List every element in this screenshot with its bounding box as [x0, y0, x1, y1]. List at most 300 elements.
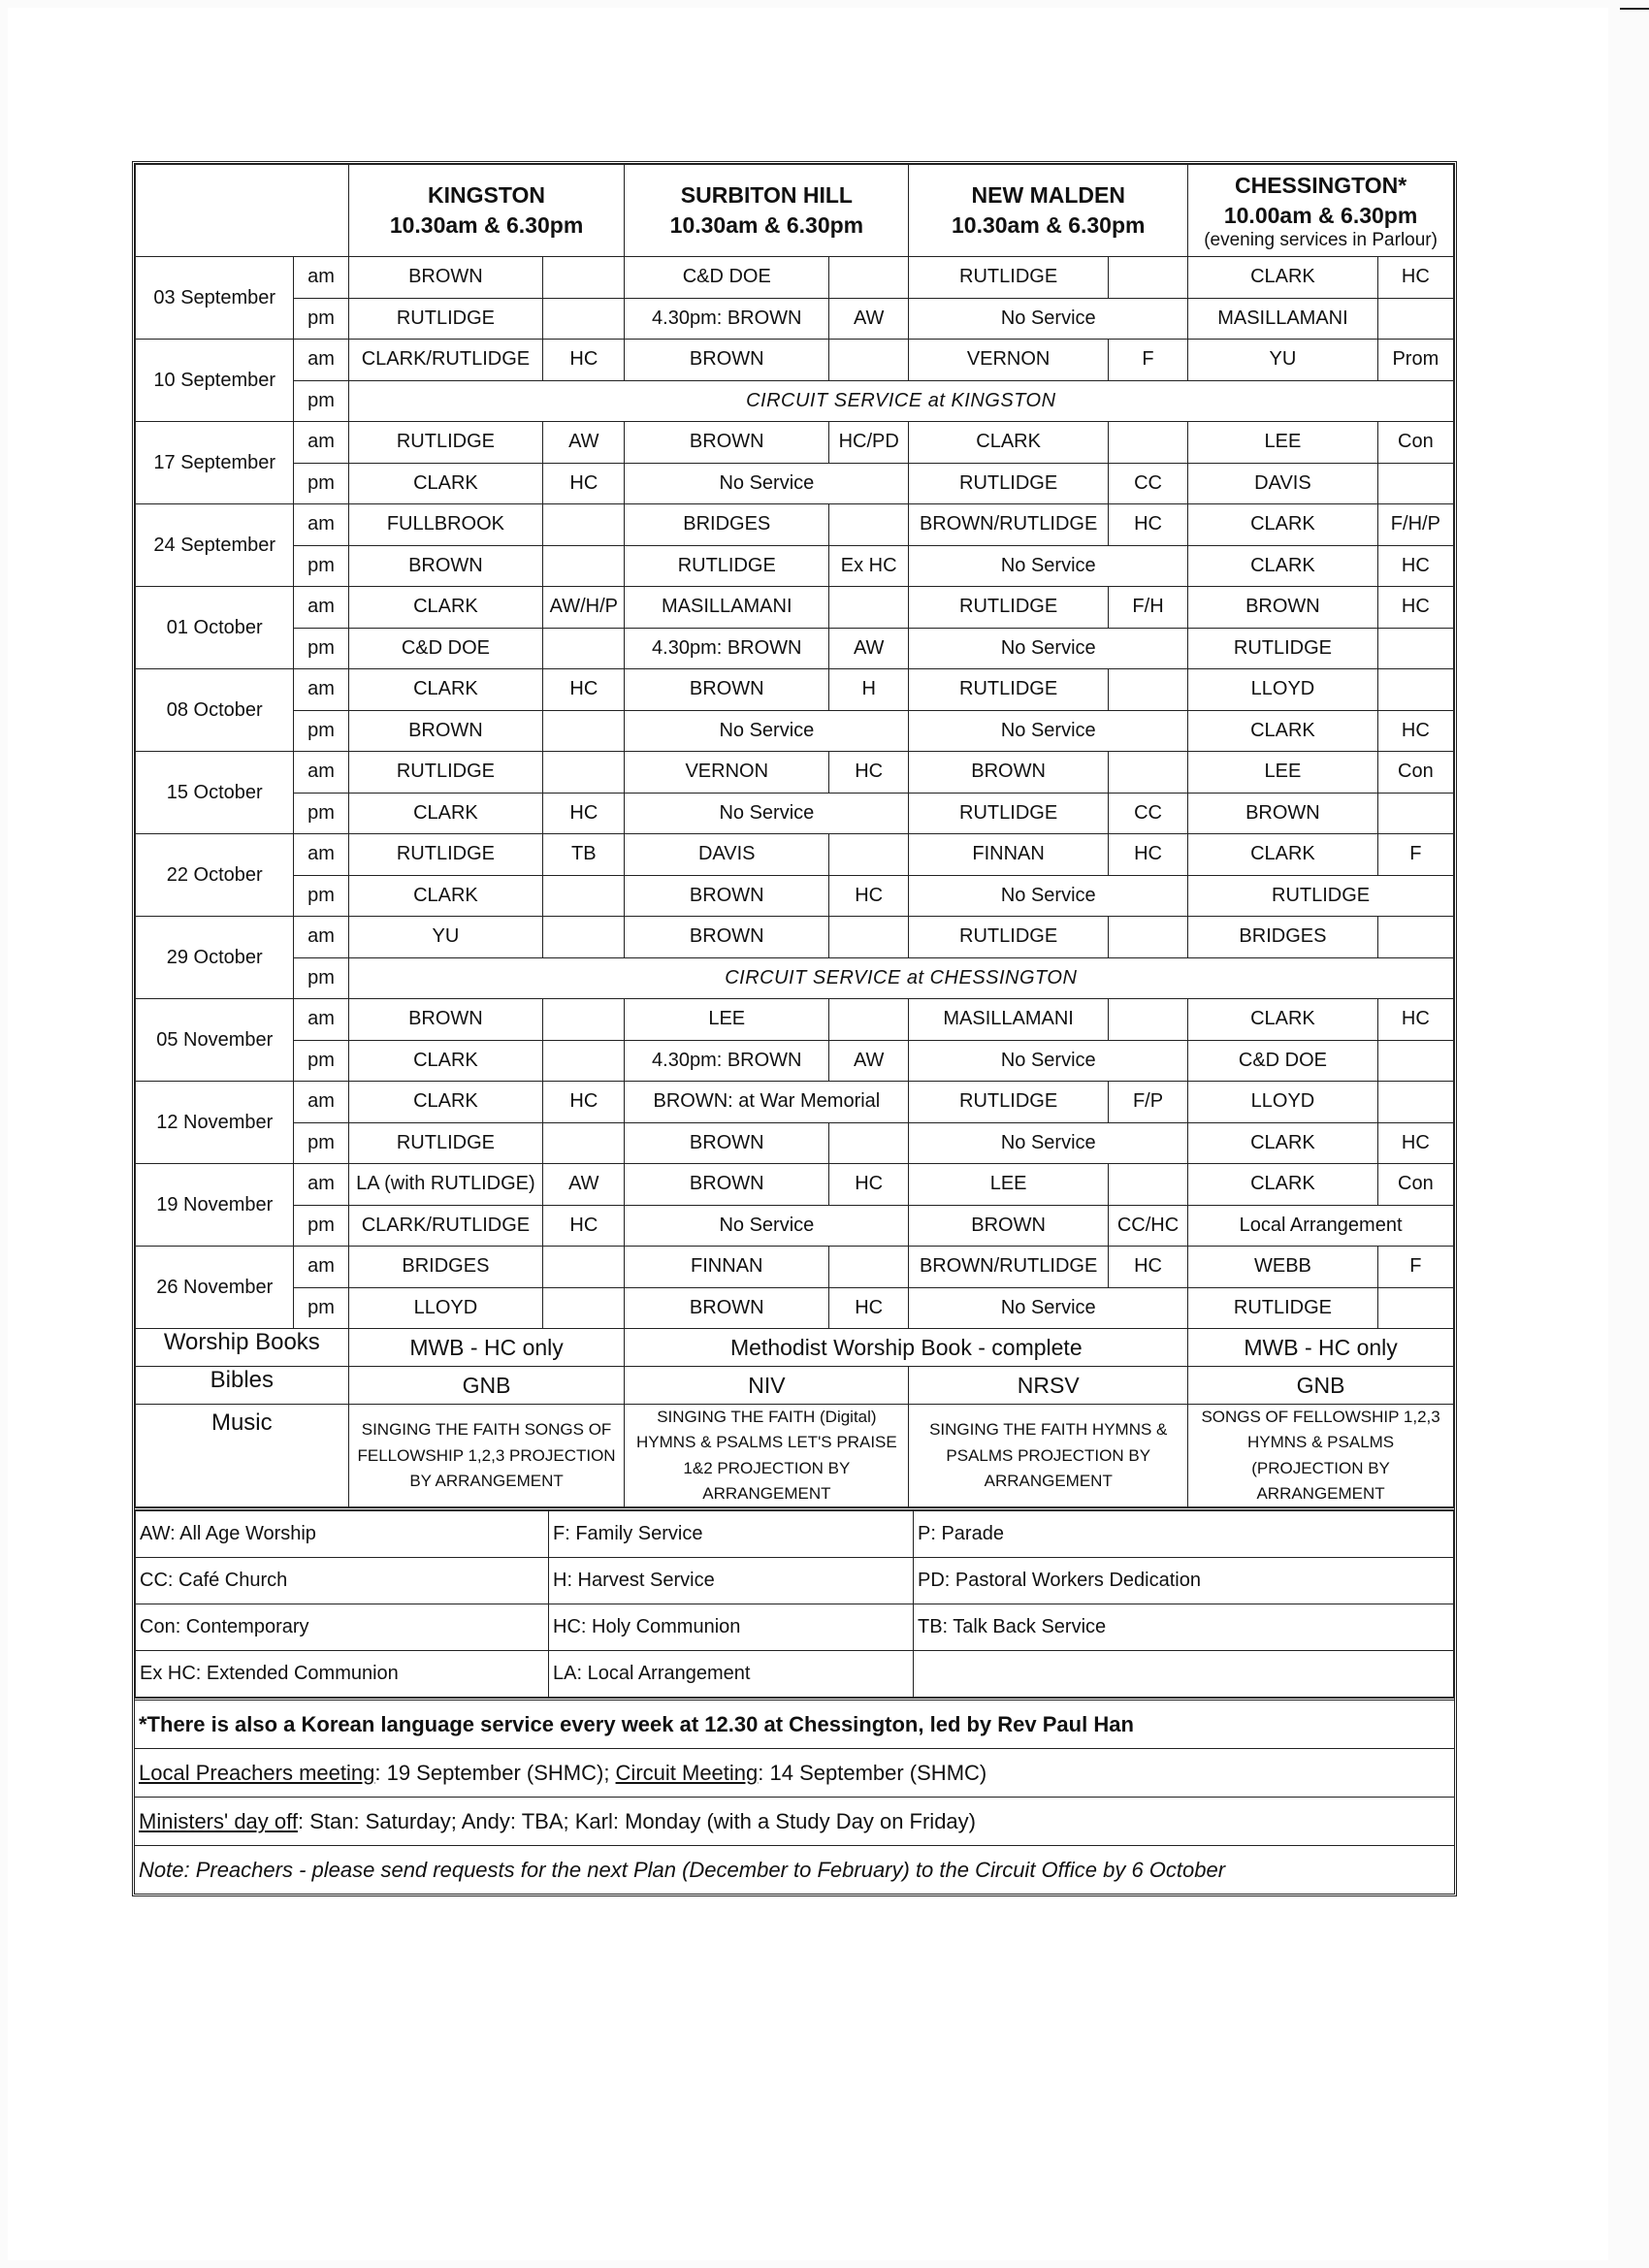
service-row — [136, 1287, 1454, 1329]
circuit-meeting-label: Circuit Meeting — [615, 1761, 759, 1786]
preacher-new-malden: RUTLIDGE — [909, 669, 1109, 711]
preacher-new-malden: No Service — [909, 545, 1188, 587]
service-code-surbiton: HC — [829, 875, 909, 917]
service-code-chessington: HC — [1377, 587, 1453, 629]
key-table — [135, 1510, 1454, 1698]
key-entry: LA: Local Arrangement — [549, 1651, 914, 1698]
week-date: 03 September — [136, 257, 294, 340]
header-chessington — [1188, 165, 1454, 257]
circuit-service: CIRCUIT SERVICE at KINGSTON — [348, 380, 1453, 422]
preacher-kingston: CLARK — [348, 669, 543, 711]
service-code-surbiton — [829, 257, 909, 299]
service-code-chessington: HC — [1377, 257, 1453, 299]
preacher-kingston: CLARK/RUTLIDGE — [348, 340, 543, 381]
key-entry: AW: All Age Worship — [136, 1511, 549, 1558]
preacher-new-malden: RUTLIDGE — [909, 587, 1109, 629]
preacher-kingston: RUTLIDGE — [348, 298, 543, 340]
preacher-surbiton: VERNON — [625, 752, 829, 794]
service-row — [136, 917, 1454, 958]
service-code-new-malden — [1108, 917, 1187, 958]
preacher-surbiton: No Service — [625, 793, 909, 834]
preacher-surbiton: RUTLIDGE — [625, 545, 829, 587]
service-code-kingston — [543, 298, 625, 340]
key-row — [136, 1511, 1454, 1558]
service-time: am — [294, 1164, 348, 1206]
preacher-chessington: BROWN — [1188, 587, 1378, 629]
key-row — [136, 1558, 1454, 1604]
preacher-new-malden: BROWN — [909, 752, 1109, 794]
bible-new-malden: NRSV — [909, 1367, 1188, 1405]
service-code-surbiton: AW — [829, 1040, 909, 1082]
church-name: KINGSTON — [428, 181, 546, 208]
service-code-kingston — [543, 1287, 625, 1329]
preacher-surbiton: LEE — [625, 999, 829, 1041]
service-times: 10.30am & 6.30pm — [389, 212, 584, 238]
service-row — [136, 1247, 1454, 1288]
preacher-chessington: RUTLIDGE — [1188, 628, 1378, 669]
header-note: (evening services in Parlour) — [1204, 229, 1438, 250]
key-row — [136, 1604, 1454, 1651]
service-time: am — [294, 340, 348, 381]
service-code-new-malden: CC — [1108, 463, 1187, 504]
days-off-note — [135, 1797, 1454, 1845]
service-code-surbiton: HC/PD — [829, 422, 909, 464]
key-row — [136, 1651, 1454, 1698]
service-code-new-malden: HC — [1108, 1247, 1187, 1288]
service-code-chessington — [1377, 1040, 1453, 1082]
preacher-new-malden: No Service — [909, 1287, 1188, 1329]
preacher-surbiton: No Service — [625, 463, 909, 504]
service-time: pm — [294, 545, 348, 587]
service-code-chessington: Prom — [1377, 340, 1453, 381]
service-code-new-malden: HC — [1108, 834, 1187, 876]
preacher-surbiton: 4.30pm: BROWN — [625, 1040, 829, 1082]
music-row — [136, 1405, 1454, 1507]
preacher-new-malden: No Service — [909, 710, 1188, 752]
preacher-chessington: CLARK — [1188, 257, 1378, 299]
preacher-chessington: CLARK — [1188, 1122, 1378, 1164]
week-date: 17 September — [136, 422, 294, 504]
key-entry: P: Parade — [914, 1511, 1454, 1558]
week-date: 26 November — [136, 1247, 294, 1329]
preacher-chessington: BRIDGES — [1188, 917, 1378, 958]
service-time: pm — [294, 1122, 348, 1164]
preacher-chessington: LEE — [1188, 752, 1378, 794]
preacher-new-malden: LEE — [909, 1164, 1109, 1206]
week-date: 22 October — [136, 834, 294, 917]
circuit-meeting-value: : 14 September (SHMC) — [758, 1761, 987, 1786]
preachers-request-note: Note: Preachers - please send requests for the next Plan (December to February) to the Circuit Office by 6 October — [135, 1845, 1454, 1894]
service-code-kingston — [543, 257, 625, 299]
abbreviation-key — [135, 1507, 1454, 1698]
service-row — [136, 1164, 1454, 1206]
service-times: 10.30am & 6.30pm — [952, 212, 1146, 238]
service-code-kingston — [543, 628, 625, 669]
service-time: am — [294, 1082, 348, 1123]
worship-books-kingston: MWB - HC only — [348, 1329, 625, 1367]
preacher-chessington: LLOYD — [1188, 1082, 1378, 1123]
service-time: am — [294, 917, 348, 958]
preacher-chessington: CLARK — [1188, 999, 1378, 1041]
preacher-new-malden: MASILLAMANI — [909, 999, 1109, 1041]
music-surbiton: SINGING THE FAITH (Digital) HYMNS & PSALMS LET'S PRAISE 1&2 PROJECTION BY ARRANGEMENT — [625, 1405, 909, 1507]
service-code-kingston: TB — [543, 834, 625, 876]
key-entry: TB: Talk Back Service — [914, 1604, 1454, 1651]
service-code-chessington — [1377, 793, 1453, 834]
service-time: pm — [294, 1040, 348, 1082]
service-code-surbiton — [829, 340, 909, 381]
service-code-chessington: F — [1377, 834, 1453, 876]
preacher-new-malden: FINNAN — [909, 834, 1109, 876]
preacher-chessington: LLOYD — [1188, 669, 1378, 711]
church-name: CHESSINGTON* — [1234, 172, 1407, 198]
service-code-new-malden — [1108, 257, 1187, 299]
service-code-kingston — [543, 917, 625, 958]
service-code-surbiton — [829, 587, 909, 629]
preacher-kingston: C&D DOE — [348, 628, 543, 669]
week-date: 15 October — [136, 752, 294, 834]
service-time: am — [294, 999, 348, 1041]
service-row — [136, 380, 1454, 422]
preacher-surbiton: 4.30pm: BROWN — [625, 628, 829, 669]
service-row — [136, 752, 1454, 794]
service-code-surbiton: Ex HC — [829, 545, 909, 587]
korean-service-note: *There is also a Korean language service every week at 12.30 at Chessington, led by Rev Paul Han — [135, 1698, 1454, 1748]
service-code-kingston: HC — [543, 1205, 625, 1247]
key-entry: F: Family Service — [549, 1511, 914, 1558]
service-code-kingston: HC — [543, 340, 625, 381]
preacher-new-malden: No Service — [909, 298, 1188, 340]
preacher-kingston: LLOYD — [348, 1287, 543, 1329]
service-code-kingston: AW/H/P — [543, 587, 625, 629]
service-code-chessington — [1377, 298, 1453, 340]
preacher-kingston: CLARK — [348, 793, 543, 834]
bible-kingston: GNB — [348, 1367, 625, 1405]
service-time: pm — [294, 1287, 348, 1329]
service-code-chessington: Con — [1377, 1164, 1453, 1206]
service-time: pm — [294, 875, 348, 917]
preaching-plan — [132, 161, 1457, 1896]
service-code-surbiton: HC — [829, 1164, 909, 1206]
key-entry: CC: Café Church — [136, 1558, 549, 1604]
preacher-surbiton: BROWN — [625, 875, 829, 917]
header-new-malden — [909, 165, 1188, 257]
preacher-chessington: CLARK — [1188, 834, 1378, 876]
bibles-label: Bibles — [136, 1367, 349, 1405]
key-entry: PD: Pastoral Workers Dedication — [914, 1558, 1454, 1604]
service-code-kingston — [543, 1122, 625, 1164]
preacher-surbiton: 4.30pm: BROWN — [625, 298, 829, 340]
preacher-new-malden: No Service — [909, 875, 1188, 917]
service-code-chessington — [1377, 1287, 1453, 1329]
preacher-kingston: BROWN — [348, 545, 543, 587]
music-label: Music — [136, 1405, 349, 1507]
service-code-kingston — [543, 1040, 625, 1082]
preacher-kingston: FULLBROOK — [348, 504, 543, 546]
service-code-surbiton — [829, 834, 909, 876]
week-date: 29 October — [136, 917, 294, 999]
bibles-row — [136, 1367, 1454, 1405]
service-time: pm — [294, 298, 348, 340]
preacher-surbiton: FINNAN — [625, 1247, 829, 1288]
days-off-value: : Stan: Saturday; Andy: TBA; Karl: Monday (with a Study Day on Friday) — [297, 1809, 976, 1834]
service-time: am — [294, 257, 348, 299]
preacher-chessington: WEBB — [1188, 1247, 1378, 1288]
service-code-new-malden: F — [1108, 340, 1187, 381]
service-row — [136, 999, 1454, 1041]
service-row — [136, 1122, 1454, 1164]
preacher-chessington: CLARK — [1188, 710, 1378, 752]
week-date: 08 October — [136, 669, 294, 752]
service-code-kingston: HC — [543, 669, 625, 711]
preacher-surbiton: BROWN — [625, 340, 829, 381]
preacher-new-malden: RUTLIDGE — [909, 257, 1109, 299]
preacher-new-malden: RUTLIDGE — [909, 1082, 1109, 1123]
header-blank — [136, 165, 349, 257]
music-kingston: SINGING THE FAITH SONGS OF FELLOWSHIP 1,2,3 PROJECTION BY ARRANGEMENT — [348, 1405, 625, 1507]
bible-surbiton: NIV — [625, 1367, 909, 1405]
worship-books-chessington: MWB - HC only — [1188, 1329, 1454, 1367]
worship-books-row — [136, 1329, 1454, 1367]
preacher-kingston: RUTLIDGE — [348, 834, 543, 876]
service-code-surbiton: HC — [829, 1287, 909, 1329]
preacher-kingston: CLARK — [348, 1082, 543, 1123]
preacher-chessington: LEE — [1188, 422, 1378, 464]
service-code-kingston — [543, 875, 625, 917]
notes-section — [135, 1698, 1454, 1894]
preacher-chessington: BROWN — [1188, 793, 1378, 834]
service-code-new-malden — [1108, 669, 1187, 711]
service-code-chessington — [1377, 669, 1453, 711]
days-off-label: Ministers' day off — [139, 1809, 298, 1834]
service-code-chessington: Con — [1377, 422, 1453, 464]
service-code-chessington — [1377, 628, 1453, 669]
service-code-new-malden: CC/HC — [1108, 1205, 1187, 1247]
preacher-chessington: YU — [1188, 340, 1378, 381]
preacher-kingston: BROWN — [348, 257, 543, 299]
service-row — [136, 875, 1454, 917]
preacher-surbiton: BROWN — [625, 1122, 829, 1164]
preacher-chessington: C&D DOE — [1188, 1040, 1378, 1082]
key-entry: HC: Holy Communion — [549, 1604, 914, 1651]
preacher-surbiton: BROWN — [625, 1287, 829, 1329]
service-code-new-malden: CC — [1108, 793, 1187, 834]
service-time: pm — [294, 380, 348, 422]
church-name: NEW MALDEN — [971, 181, 1125, 208]
preacher-chessington: MASILLAMANI — [1188, 298, 1378, 340]
preacher-surbiton: No Service — [625, 1205, 909, 1247]
preacher-surbiton: BROWN: at War Memorial — [625, 1082, 909, 1123]
service-time: pm — [294, 1205, 348, 1247]
service-code-chessington: F — [1377, 1247, 1453, 1288]
preacher-new-malden: VERNON — [909, 340, 1109, 381]
preacher-chessington: CLARK — [1188, 1164, 1378, 1206]
week-date: 05 November — [136, 999, 294, 1082]
service-time: pm — [294, 463, 348, 504]
preacher-new-malden: BROWN/RUTLIDGE — [909, 1247, 1109, 1288]
service-code-surbiton: H — [829, 669, 909, 711]
preacher-new-malden: No Service — [909, 628, 1188, 669]
service-row — [136, 710, 1454, 752]
service-code-surbiton — [829, 504, 909, 546]
service-code-surbiton: AW — [829, 628, 909, 669]
preacher-kingston: BROWN — [348, 710, 543, 752]
service-row — [136, 834, 1454, 876]
preacher-new-malden: No Service — [909, 1122, 1188, 1164]
service-time: am — [294, 1247, 348, 1288]
service-code-surbiton — [829, 999, 909, 1041]
service-code-chessington — [1377, 917, 1453, 958]
preacher-surbiton: DAVIS — [625, 834, 829, 876]
service-row — [136, 340, 1454, 381]
preacher-kingston: RUTLIDGE — [348, 1122, 543, 1164]
header-kingston — [348, 165, 625, 257]
preacher-new-malden: No Service — [909, 1040, 1188, 1082]
service-code-chessington: HC — [1377, 999, 1453, 1041]
worship-books-middle: Methodist Worship Book - complete — [625, 1329, 1188, 1367]
music-new-malden: SINGING THE FAITH HYMNS & PSALMS PROJECTION BY ARRANGEMENT — [909, 1405, 1188, 1507]
preacher-surbiton: BROWN — [625, 669, 829, 711]
local-preachers-value: : 19 September (SHMC); — [374, 1761, 616, 1786]
week-date: 12 November — [136, 1082, 294, 1164]
service-code-new-malden — [1108, 1164, 1187, 1206]
service-code-new-malden: F/P — [1108, 1082, 1187, 1123]
preacher-kingston: RUTLIDGE — [348, 422, 543, 464]
preacher-new-malden: RUTLIDGE — [909, 917, 1109, 958]
service-code-kingston — [543, 999, 625, 1041]
preacher-new-malden: BROWN/RUTLIDGE — [909, 504, 1109, 546]
service-code-chessington: F/H/P — [1377, 504, 1453, 546]
service-times: 10.00am & 6.30pm — [1223, 202, 1418, 228]
circuit-service: CIRCUIT SERVICE at CHESSINGTON — [348, 957, 1453, 999]
service-code-surbiton — [829, 917, 909, 958]
key-entry — [914, 1651, 1454, 1698]
preacher-kingston: BROWN — [348, 999, 543, 1041]
preacher-kingston: BRIDGES — [348, 1247, 543, 1288]
bible-chessington: GNB — [1188, 1367, 1454, 1405]
preacher-new-malden: RUTLIDGE — [909, 463, 1109, 504]
service-code-kingston: HC — [543, 1082, 625, 1123]
header-row — [136, 165, 1454, 257]
service-code-surbiton: HC — [829, 752, 909, 794]
service-row — [136, 545, 1454, 587]
meetings-note — [135, 1748, 1454, 1797]
preacher-kingston: CLARK/RUTLIDGE — [348, 1205, 543, 1247]
service-code-kingston: AW — [543, 422, 625, 464]
service-code-kingston: HC — [543, 463, 625, 504]
preacher-surbiton: C&D DOE — [625, 257, 829, 299]
service-row — [136, 1082, 1454, 1123]
service-code-chessington: HC — [1377, 710, 1453, 752]
service-row — [136, 793, 1454, 834]
week-date: 24 September — [136, 504, 294, 587]
key-entry: Ex HC: Extended Communion — [136, 1651, 549, 1698]
preacher-kingston: CLARK — [348, 1040, 543, 1082]
service-time: am — [294, 587, 348, 629]
service-times: 10.30am & 6.30pm — [669, 212, 864, 238]
service-code-chessington: HC — [1377, 545, 1453, 587]
service-code-kingston: HC — [543, 793, 625, 834]
service-code-kingston — [543, 545, 625, 587]
preacher-kingston: CLARK — [348, 587, 543, 629]
service-row — [136, 422, 1454, 464]
preacher-new-malden: RUTLIDGE — [909, 793, 1109, 834]
service-row — [136, 504, 1454, 546]
service-time: pm — [294, 628, 348, 669]
preacher-kingston: RUTLIDGE — [348, 752, 543, 794]
service-code-kingston — [543, 1247, 625, 1288]
service-code-new-malden — [1108, 752, 1187, 794]
preacher-chessington: RUTLIDGE — [1188, 1287, 1378, 1329]
preacher-chessington: CLARK — [1188, 545, 1378, 587]
service-row — [136, 957, 1454, 999]
week-date: 19 November — [136, 1164, 294, 1247]
service-time: pm — [294, 793, 348, 834]
service-row — [136, 257, 1454, 299]
service-code-new-malden: HC — [1108, 504, 1187, 546]
service-code-chessington — [1377, 1082, 1453, 1123]
service-time: am — [294, 669, 348, 711]
service-code-kingston — [543, 710, 625, 752]
plan-table — [135, 164, 1454, 1507]
preacher-new-malden: CLARK — [909, 422, 1109, 464]
service-code-chessington: HC — [1377, 1122, 1453, 1164]
service-row — [136, 587, 1454, 629]
service-code-new-malden — [1108, 999, 1187, 1041]
preacher-kingston: LA (with RUTLIDGE) — [348, 1164, 543, 1206]
preacher-surbiton: No Service — [625, 710, 909, 752]
music-chessington: SONGS OF FELLOWSHIP 1,2,3 HYMNS & PSALMS (PROJECTION BY ARRANGEMENT — [1188, 1405, 1454, 1507]
service-code-chessington — [1377, 463, 1453, 504]
service-code-kingston — [543, 752, 625, 794]
church-name: SURBITON HILL — [680, 181, 853, 208]
service-code-surbiton — [829, 1247, 909, 1288]
service-code-chessington: Con — [1377, 752, 1453, 794]
service-time: am — [294, 422, 348, 464]
service-time: pm — [294, 957, 348, 999]
week-date: 01 October — [136, 587, 294, 669]
service-row — [136, 669, 1454, 711]
service-row — [136, 298, 1454, 340]
preacher-chessington: DAVIS — [1188, 463, 1378, 504]
service-row — [136, 463, 1454, 504]
header-surbiton — [625, 165, 909, 257]
service-row — [136, 1205, 1454, 1247]
service-code-surbiton — [829, 1122, 909, 1164]
preacher-kingston: YU — [348, 917, 543, 958]
service-code-kingston: AW — [543, 1164, 625, 1206]
week-date: 10 September — [136, 340, 294, 422]
service-code-surbiton: AW — [829, 298, 909, 340]
service-row — [136, 1040, 1454, 1082]
key-entry: Con: Contemporary — [136, 1604, 549, 1651]
preacher-surbiton: BROWN — [625, 917, 829, 958]
preacher-kingston: CLARK — [348, 463, 543, 504]
service-time: am — [294, 752, 348, 794]
service-row — [136, 628, 1454, 669]
preacher-new-malden: BROWN — [909, 1205, 1109, 1247]
service-code-kingston — [543, 504, 625, 546]
preacher-surbiton: BRIDGES — [625, 504, 829, 546]
service-time: am — [294, 504, 348, 546]
preacher-surbiton: BROWN — [625, 1164, 829, 1206]
key-entry: H: Harvest Service — [549, 1558, 914, 1604]
worship-books-label: Worship Books — [136, 1329, 349, 1367]
local-preachers-label: Local Preachers meeting — [139, 1761, 375, 1786]
preacher-chessington: Local Arrangement — [1188, 1205, 1454, 1247]
preacher-kingston: CLARK — [348, 875, 543, 917]
edge-mark — [1620, 8, 1649, 10]
